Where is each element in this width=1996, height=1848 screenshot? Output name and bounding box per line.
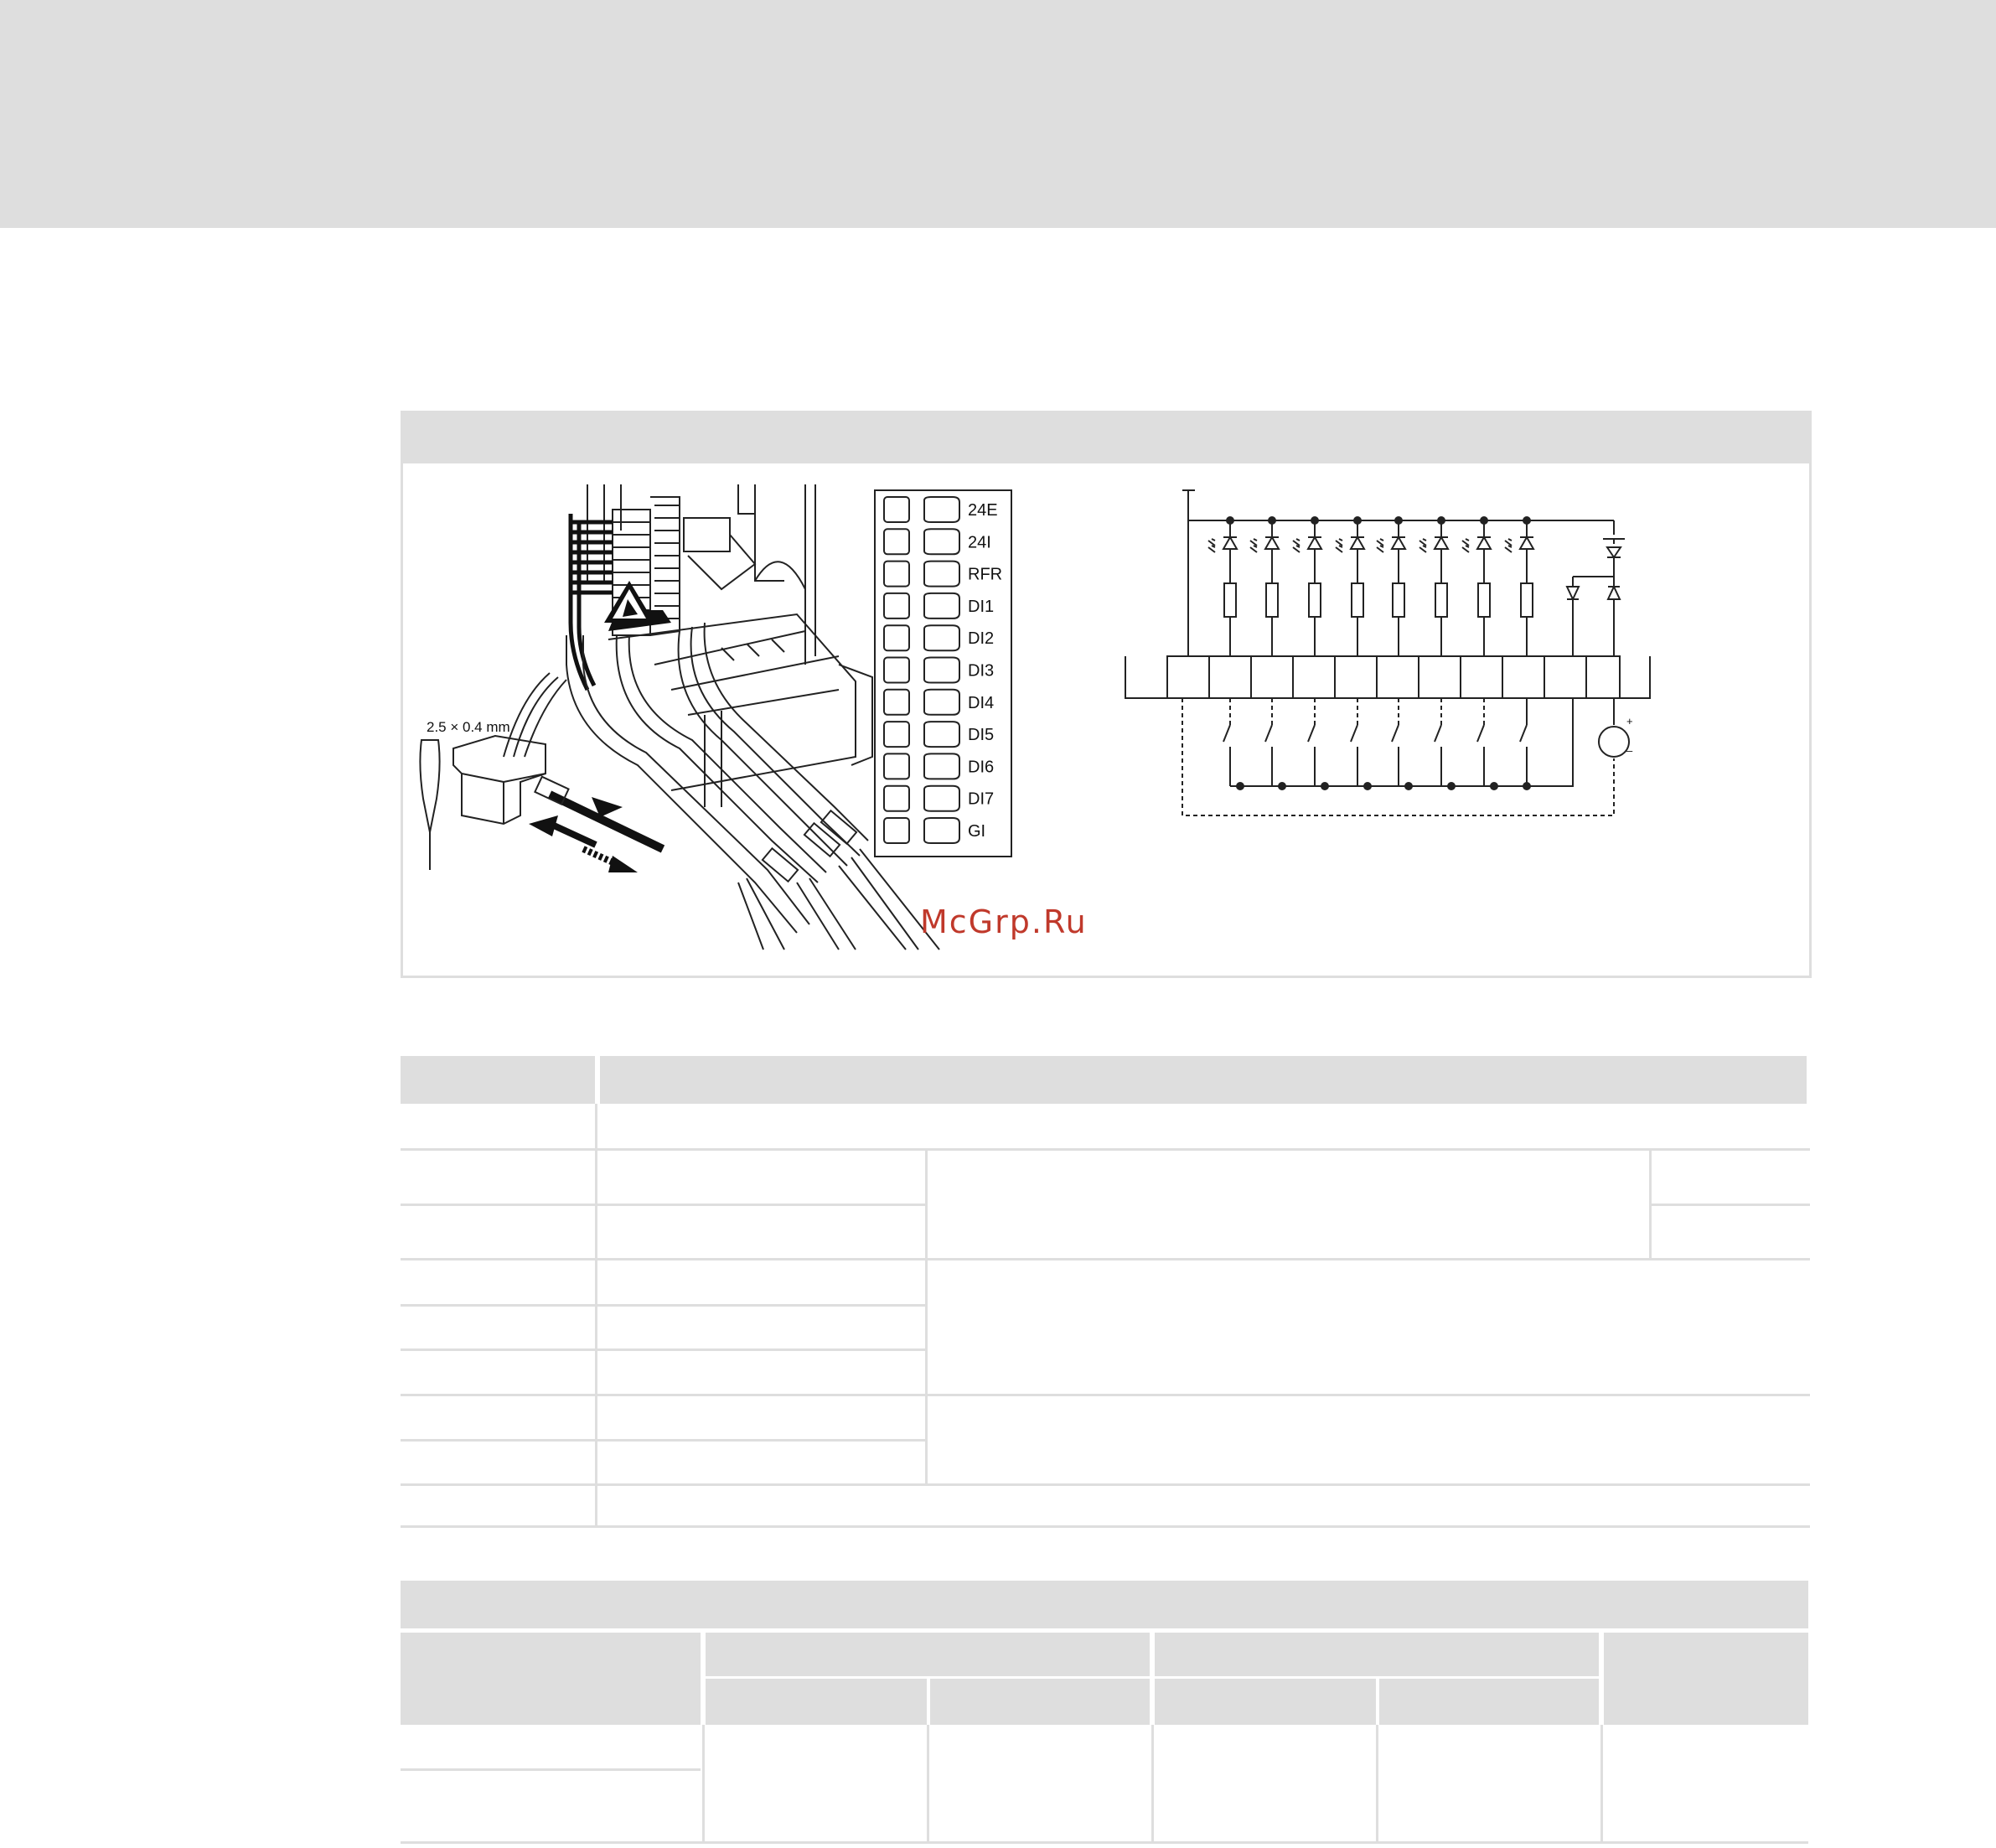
terminal-clamp-left — [884, 529, 909, 554]
terminal-label: DI4 — [968, 693, 995, 712]
terminal-clamp-right — [924, 722, 959, 747]
input-switch — [1308, 698, 1328, 789]
schematic-switches — [1223, 698, 1573, 789]
screwdriver-size-label: 2.5 × 0.4 mm — [427, 719, 510, 735]
terminal-clamp-right — [924, 593, 959, 619]
input-switch — [1435, 698, 1455, 789]
table2-header-col3b — [1379, 1679, 1599, 1725]
terminal-label: DI7 — [968, 789, 995, 809]
terminal-clamp-left — [884, 562, 909, 587]
terminal-label: DI3 — [968, 661, 995, 681]
opto-input-channel — [1419, 517, 1448, 656]
terminal-clamp-left — [884, 690, 909, 715]
watermark: McGrp.Ru — [920, 903, 1088, 940]
terminal-rows — [884, 497, 1002, 843]
terminal-label: 24I — [968, 533, 991, 552]
table2-header-col4 — [1604, 1633, 1808, 1725]
table2-header-col3 — [1155, 1633, 1599, 1676]
terminal-label: 24E — [968, 501, 998, 520]
page-header-band — [0, 0, 1996, 228]
figure-illustration — [403, 413, 1809, 976]
opto-input-channel — [1336, 517, 1364, 656]
table2-header-col2 — [706, 1633, 1150, 1676]
opto-input-channel — [1462, 517, 1491, 656]
terminal-label: DI6 — [968, 758, 995, 777]
terminal-label: GI — [968, 822, 986, 841]
input-switch — [1230, 698, 1573, 789]
terminal-clamp-right — [924, 690, 959, 715]
terminal-clamp-right — [924, 625, 959, 650]
table1-header-col2 — [600, 1056, 1807, 1104]
opto-input-channel — [1250, 517, 1279, 656]
schematic — [1125, 490, 1650, 815]
terminal-clamp-left — [884, 593, 909, 619]
source-plus-label: + — [1626, 715, 1633, 727]
terminal-clamp-left — [884, 497, 909, 522]
terminal-label: DI1 — [968, 597, 995, 616]
terminal-clamp-left — [884, 786, 909, 811]
figure-frame — [401, 411, 1812, 978]
terminal-clamp-right — [924, 529, 959, 554]
input-switch — [1477, 698, 1497, 789]
terminal-label: DI2 — [968, 629, 995, 649]
terminal-clamp-right — [924, 658, 959, 683]
table2-header-col2a — [706, 1679, 927, 1725]
opto-input-channel — [1293, 517, 1321, 656]
input-switch — [1351, 698, 1371, 789]
terminal-clamp-left — [884, 753, 909, 779]
source-minus-label: – — [1626, 744, 1633, 757]
input-switch — [1392, 698, 1412, 789]
opto-input-channel — [1377, 517, 1405, 656]
terminal-clamp-left — [884, 658, 909, 683]
terminal-label: RFR — [968, 565, 1003, 584]
table2-header-col2b — [930, 1679, 1150, 1725]
terminal-clamp-left — [884, 625, 909, 650]
table2-header-col3a — [1155, 1679, 1376, 1725]
opto-input-channel — [1505, 517, 1533, 656]
terminal-label: DI5 — [968, 726, 995, 745]
terminal-clamp-right — [924, 753, 959, 779]
device-drawing — [420, 484, 939, 950]
input-switch — [1223, 698, 1244, 789]
terminal-clamp-left — [884, 722, 909, 747]
table2-header-col1 — [401, 1633, 701, 1725]
terminal-clamp-right — [924, 818, 959, 843]
terminal-clamp-right — [924, 562, 959, 587]
terminal-clamp-right — [924, 497, 959, 522]
terminal-clamp-left — [884, 818, 909, 843]
terminal-clamp-right — [924, 786, 959, 811]
table1-header-col1 — [401, 1056, 595, 1104]
input-switch — [1265, 698, 1285, 789]
opto-input-channel — [1208, 517, 1237, 656]
table2-title-bar — [401, 1581, 1808, 1628]
